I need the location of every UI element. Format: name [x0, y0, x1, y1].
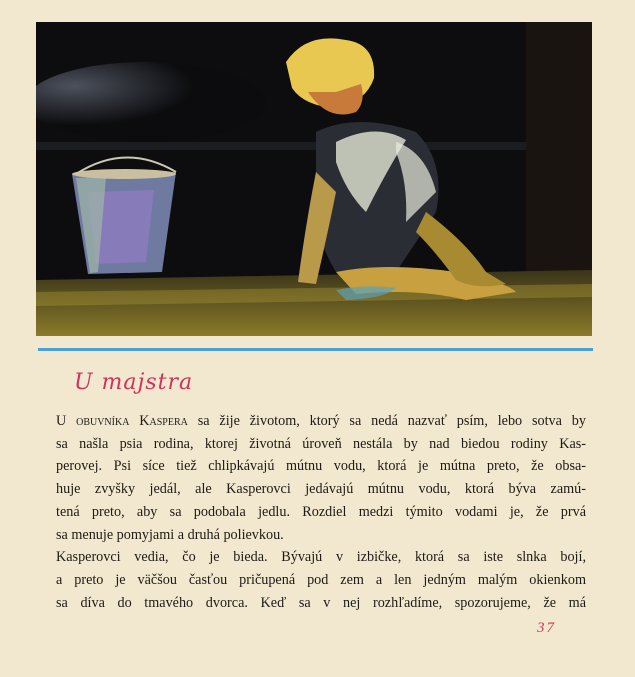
text-line: Kasperovci vedia, čo je bieda. Bývajú v izbičke, ktorá sa iste slnka bojí,: [56, 549, 586, 566]
chapter-illustration: [36, 22, 592, 336]
chapter-body-text: [56, 410, 586, 614]
text-line: sa díva do tmavého dvorca. Keď sa v nej rozhľadíme, spozorujeme, že má: [56, 594, 586, 611]
text-line: a preto je väčšou časťou pričupená pod zem a len jedným malým okienkom: [56, 571, 586, 588]
text-line: tená preto, aby sa podobala jedlu. Rozdiel medzi týmito vodami je, že prvá: [56, 503, 586, 520]
bucket-shape: [72, 157, 176, 274]
text-line: [56, 410, 586, 433]
text-line: sa našla psia rodina, ktorej životná úroveň nestála by nad biedou rodiny Kas-: [56, 435, 586, 452]
text-line: perovej. Psi síce tiež chlipkávajú mútnu vodu, ktorá je mútna preto, že obsa-: [56, 458, 586, 475]
section-divider: [38, 348, 593, 351]
chapter-title: U majstra: [74, 370, 194, 395]
paragraph-2: [56, 546, 586, 614]
text-line: sa menuje pomyjami a druhá polievkou.: [56, 526, 284, 543]
lead-small-caps: U obuvníka Kaspera: [56, 413, 188, 429]
text-line: huje zvyšky jedál, ale Kasperovci jedávajú mútnu vodu, ktorá býva zamú-: [56, 481, 586, 498]
text-line-rest: sa žije životom, ktorý sa nedá nazvať psím, lebo sotva by: [187, 413, 586, 429]
boy-kneeling-with-bucket-illustration: [36, 22, 592, 336]
page-number: 37: [537, 620, 556, 636]
paragraph-1: [56, 410, 586, 546]
